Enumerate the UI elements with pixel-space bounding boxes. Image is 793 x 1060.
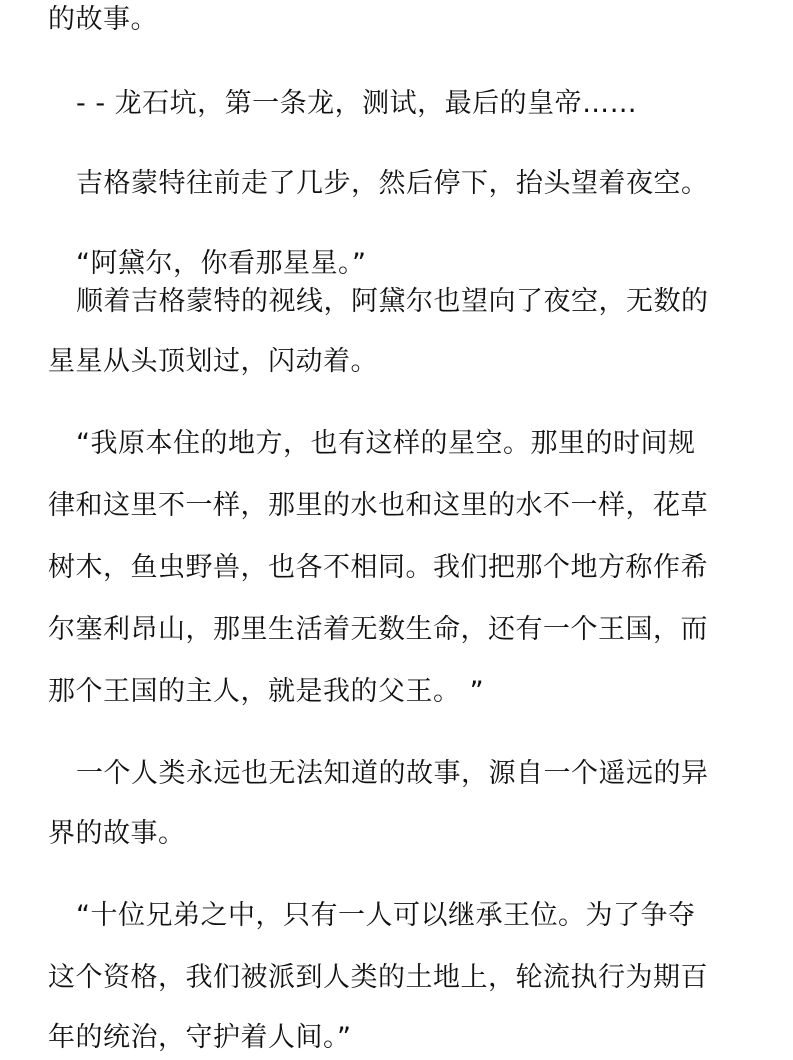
text-line: 星星从头顶划过，闪动着。 bbox=[48, 346, 378, 377]
text-line: 尔塞利昂山，那里生活着无数生命，还有一个王国，而 bbox=[48, 614, 708, 645]
text-line: 那个王国的主人，就是我的父王。 ” bbox=[48, 676, 485, 707]
text-line: 顺着吉格蒙特的视线，阿黛尔也望向了夜空，无数的 bbox=[76, 286, 709, 317]
text-line: 的故事。 bbox=[48, 4, 158, 35]
dialogue-line: “十位兄弟之中，只有一人可以继承王位。为了争夺 bbox=[76, 900, 696, 931]
text-line: - - 龙石坑，第一条龙，测试，最后的皇帝…… bbox=[76, 88, 638, 119]
text-line: 界的故事。 bbox=[48, 818, 186, 849]
dialogue-line: “我原本住的地方，也有这样的星空。那里的时间规 bbox=[76, 428, 696, 459]
text-line: 吉格蒙特往前走了几步，然后停下，抬头望着夜空。 bbox=[76, 168, 709, 199]
text-line: 这个资格，我们被派到人类的土地上，轮流执行为期百 bbox=[48, 962, 708, 993]
dialogue-line: “阿黛尔，你看那星星。” bbox=[76, 248, 367, 279]
text-line: 律和这里不一样，那里的水也和这里的水不一样，花草 bbox=[48, 490, 708, 521]
text-line: 一个人类永远也无法知道的故事，源自一个遥远的异 bbox=[76, 758, 709, 789]
text-line: 年的统治，守护着人间。” bbox=[48, 1022, 352, 1053]
text-line: 树木，鱼虫野兽，也各不相同。我们把那个地方称作希 bbox=[48, 552, 708, 583]
